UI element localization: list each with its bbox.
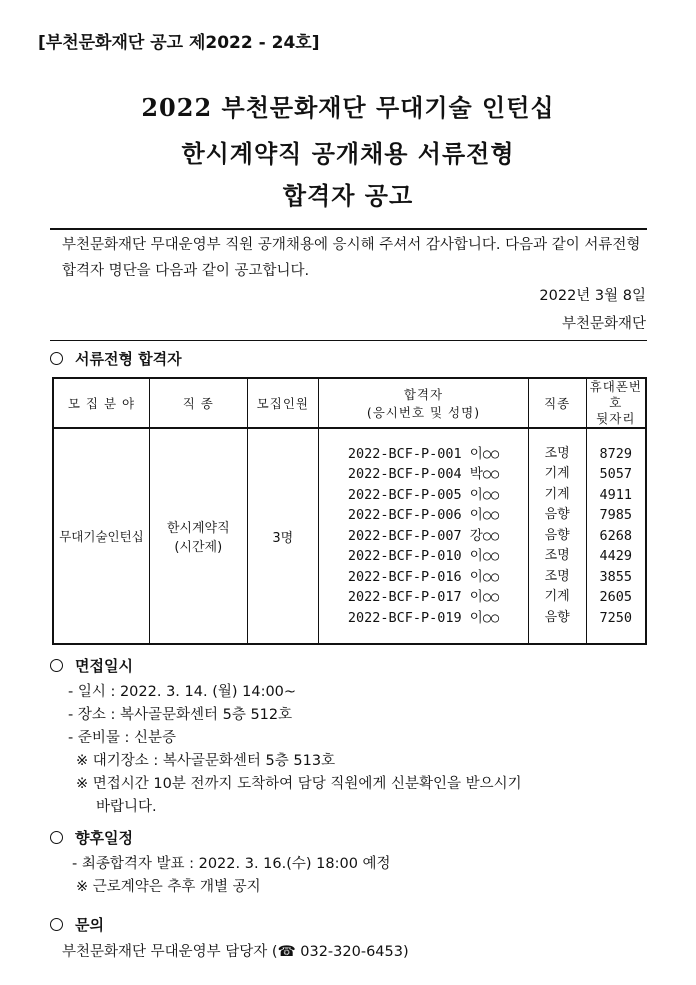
passer-id: 2022-BCF-P-007 강○○ bbox=[347, 527, 500, 544]
passer-job: 음향 bbox=[544, 527, 570, 543]
section-results-heading: 서류전형 합격자 bbox=[50, 348, 182, 369]
intro-text: 부천문화재단 무대운영부 직원 공개채용에 응시해 주셔서 감사합니다. 다음과 같이 서류전형 합격자 명단을 다음과 같이 공고합니다. bbox=[62, 237, 641, 279]
passer-phone: 3855 bbox=[599, 568, 633, 585]
title-line-1: 2022 부천문화재단 무대기술 인턴십 bbox=[141, 93, 555, 122]
header-job: 직종 bbox=[528, 378, 586, 428]
passer-id: 2022-BCF-P-006 이○○ bbox=[347, 507, 500, 524]
header-job-type: 직 종 bbox=[150, 378, 248, 428]
passer-id: 2022-BCF-P-001 이○○ bbox=[347, 445, 500, 462]
cell-passer-ids bbox=[319, 428, 529, 644]
cell-passer-phones bbox=[586, 428, 646, 644]
passer-id: 2022-BCF-P-005 이○○ bbox=[347, 486, 500, 503]
passer-id: 2022-BCF-P-017 이○○ bbox=[347, 589, 500, 606]
cell-passer-jobs bbox=[528, 428, 586, 644]
section-contact-heading: 문의 bbox=[50, 914, 104, 935]
section-schedule-heading: 향후일정 bbox=[50, 827, 133, 848]
schedule-note: ※ 근로계약은 추후 개별 공지 bbox=[76, 879, 261, 895]
cell-job-type: 한시계약직 (시간제) bbox=[150, 428, 248, 644]
title-line-3: 합격자 공고 bbox=[282, 181, 414, 210]
passer-job: 조명 bbox=[544, 445, 570, 461]
passer-phone: 4429 bbox=[599, 548, 633, 565]
header-headcount: 모집인원 bbox=[247, 378, 319, 428]
passer-phone: 7250 bbox=[599, 609, 633, 626]
title-line-2: 한시계약직 공개채용 서류전형 bbox=[181, 139, 515, 168]
passer-phone: 5057 bbox=[599, 466, 633, 483]
passer-job: 조명 bbox=[544, 568, 570, 584]
interview-line: - 장소 : 복사골문화센터 5층 512호 bbox=[68, 707, 293, 723]
passer-id: 2022-BCF-P-016 이○○ bbox=[347, 568, 500, 585]
passer-phone: 2605 bbox=[599, 589, 633, 606]
passer-job: 기계 bbox=[544, 589, 570, 605]
interview-line: - 일시 : 2022. 3. 14. (월) 14:00~ bbox=[68, 684, 297, 700]
schedule-line: - 최종합격자 발표 : 2022. 3. 16.(수) 18:00 예정 bbox=[72, 856, 391, 872]
passer-phone: 8729 bbox=[599, 445, 633, 462]
passer-job: 기계 bbox=[544, 486, 570, 502]
interview-note: ※ 면접시간 10분 전까지 도착하여 담당 직원에게 신분확인을 받으시기 bbox=[76, 776, 522, 792]
intro-rule bbox=[50, 340, 647, 341]
passer-phone: 4911 bbox=[599, 486, 633, 503]
contact-line: 부천문화재단 무대운영부 담당자 (☎ 032-320-6453) bbox=[62, 944, 409, 960]
passer-id: 2022-BCF-P-010 이○○ bbox=[347, 548, 500, 565]
header-phone: 휴대폰번호 뒷자리 bbox=[586, 378, 646, 428]
notice-number: [부천문화재단 공고 제2022 - 24호] bbox=[38, 33, 320, 53]
title-rule bbox=[50, 228, 647, 230]
results-table bbox=[52, 377, 647, 645]
circle-bullet-icon bbox=[50, 918, 63, 931]
circle-bullet-icon bbox=[50, 352, 63, 365]
passer-phone: 6268 bbox=[599, 527, 633, 544]
passer-job: 음향 bbox=[544, 507, 570, 523]
cell-headcount: 3명 bbox=[247, 428, 319, 644]
organization-name: 부천문화재단 bbox=[561, 316, 646, 332]
cell-field: 무대기술인턴십 bbox=[53, 428, 150, 644]
section-interview-heading: 면접일시 bbox=[50, 655, 133, 676]
passer-phone: 7985 bbox=[599, 507, 633, 524]
interview-note: ※ 대기장소 : 복사골문화센터 5층 513호 bbox=[76, 753, 336, 769]
passer-id: 2022-BCF-P-004 박○○ bbox=[347, 466, 500, 483]
circle-bullet-icon bbox=[50, 659, 63, 672]
passer-job: 기계 bbox=[544, 466, 570, 482]
header-field: 모 집 분 야 bbox=[53, 378, 150, 428]
circle-bullet-icon bbox=[50, 831, 63, 844]
interview-line: - 준비물 : 신분증 bbox=[68, 730, 176, 746]
passer-job: 음향 bbox=[544, 609, 570, 625]
header-passers: 합격자 (응시번호 및 성명) bbox=[319, 378, 529, 428]
passer-job: 조명 bbox=[544, 548, 570, 564]
passer-id: 2022-BCF-P-019 이○○ bbox=[347, 609, 500, 626]
notice-date: 2022년 3월 8일 bbox=[539, 288, 646, 304]
interview-note-cont: 바랍니다. bbox=[96, 799, 157, 815]
